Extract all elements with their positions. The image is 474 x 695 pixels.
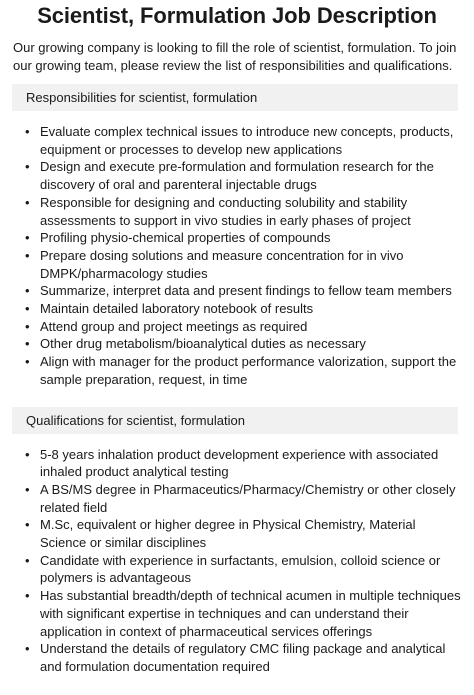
list-item-text: Understand the details of regulatory CMC filing package and analytical and formulation documentation required: [40, 641, 446, 674]
bullet-icon: •: [25, 318, 30, 334]
bullet-icon: •: [25, 159, 30, 175]
bullet-icon: •: [25, 283, 30, 299]
intro-paragraph: Our growing company is looking to fill the role of scientist, formulation. To join our growing team, please review the list of responsibilities and qualifications.: [13, 40, 457, 73]
bullet-icon: •: [25, 354, 30, 370]
bullet-icon: •: [25, 336, 30, 352]
list-item-text: Evaluate complex technical issues to introduce new concepts, products, equipment or processes to develop new applications: [40, 124, 454, 157]
list-item: [24, 353, 464, 388]
bullet-icon: •: [25, 301, 30, 317]
bullet-icon: •: [25, 230, 30, 246]
list-item: [24, 446, 464, 481]
list-item: [24, 481, 464, 516]
bullet-icon: •: [25, 247, 30, 263]
list-item-text: Responsible for designing and conducting solubility and stability assessments to support in vivo studies in early phases of project: [40, 194, 411, 228]
qualifications-header: Qualifications for scientist, formulation: [12, 407, 458, 434]
qualifications-list: [24, 446, 464, 676]
list-item: [24, 247, 464, 282]
bullet-icon: •: [25, 588, 30, 604]
list-item: [24, 229, 464, 247]
list-item: [24, 194, 464, 229]
list-item-text: M.Sc, equivalent or higher degree in Physical Chemistry, Material Science or similar disciplines: [40, 517, 416, 551]
list-item-text: Candidate with experience in surfactants, emulsion, colloid science or polymers is advantageous: [40, 552, 441, 586]
list-item-text: Design and execute pre-formulation and formulation research for the discovery of oral and parenteral injectable drugs: [40, 159, 434, 193]
list-item-text: Summarize, interpret data and present findings to fellow team members: [40, 283, 452, 299]
bullet-icon: •: [25, 552, 30, 568]
bullet-icon: •: [25, 124, 30, 139]
list-item-text: Prepare dosing solutions and measure concentration for in vivo DMPK/pharmacology studies: [40, 247, 404, 281]
list-item-text: Other drug metabolism/bioanalytical duties as necessary: [40, 336, 366, 352]
bullet-icon: •: [25, 481, 30, 497]
list-item-text: Maintain detailed laboratory notebook of results: [40, 301, 314, 317]
bullet-icon: •: [25, 517, 30, 533]
responsibilities-list: [24, 123, 464, 389]
list-item: [24, 158, 464, 193]
bullet-icon: •: [25, 446, 30, 462]
list-item-text: Align with manager for the product performance valorization, support the sample preparation, request, in time: [40, 354, 457, 387]
bullet-icon: •: [25, 641, 30, 657]
list-item-text: Profiling physio-chemical properties of compounds: [40, 230, 331, 246]
list-item: [24, 587, 464, 640]
list-item-text: 5-8 years inhalation product development experience with associated inhaled product analytical testing: [40, 446, 439, 480]
list-item-text: Attend group and project meetings as required: [40, 318, 308, 334]
list-item: [24, 516, 464, 551]
list-item: [24, 335, 464, 353]
list-item: [24, 640, 464, 675]
list-item: [24, 552, 464, 587]
list-item-text: A BS/MS degree in Pharmaceutics/Pharmacy/Chemistry or other closely related field: [40, 481, 456, 515]
list-item: [24, 282, 464, 300]
list-item: [24, 123, 464, 158]
responsibilities-header: Responsibilities for scientist, formulation: [12, 84, 458, 111]
page-title: Scientist, Formulation Job Description: [37, 3, 437, 28]
list-item-text: Has substantial breadth/depth of technical acumen in multiple techniques with significant expertise in techniques and can understand their application in context of pharmaceutical services offerings: [40, 588, 461, 639]
list-item: [24, 300, 464, 318]
bullet-icon: •: [25, 194, 30, 210]
list-item: [24, 318, 464, 336]
